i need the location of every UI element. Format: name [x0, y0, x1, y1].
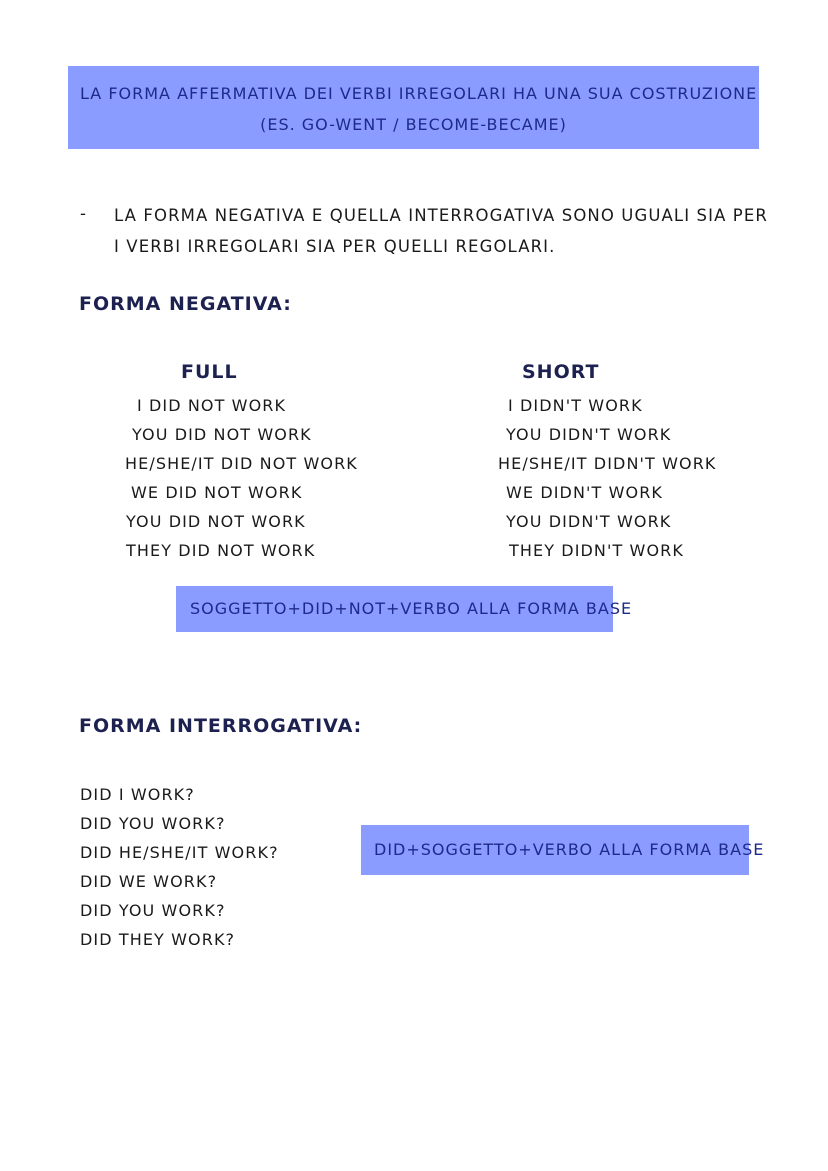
- question-row: DID YOU WORK?: [80, 901, 226, 920]
- full-row: HE/SHE/IT DID NOT WORK: [125, 454, 358, 473]
- short-row: YOU DIDN'T WORK: [506, 512, 672, 531]
- short-row: THEY DIDN'T WORK: [509, 541, 684, 560]
- intro-box: [68, 66, 759, 149]
- short-row: YOU DIDN'T WORK: [506, 425, 672, 444]
- negative-rule-box: SOGGETTO+DID+NOT+VERBO ALLA FORMA BASE: [176, 586, 613, 632]
- short-row: HE/SHE/IT DIDN'T WORK: [498, 454, 717, 473]
- interrogative-rule-box: DID+SOGGETTO+VERBO ALLA FORMA BASE: [361, 825, 749, 875]
- short-row: WE DIDN'T WORK: [506, 483, 664, 502]
- intro-line-2: (ES. GO-WENT / BECOME-BECAME): [260, 115, 567, 134]
- question-row: DID YOU WORK?: [80, 814, 226, 833]
- note-text: LA FORMA NEGATIVA E QUELLA INTERROGATIVA SONO UGUALI SIA PER I VERBI IRREGOLARI SIA PER QUELLI REGOLARI.: [114, 206, 768, 256]
- short-column-header: SHORT: [522, 361, 600, 383]
- full-row: THEY DID NOT WORK: [126, 541, 316, 560]
- full-row: YOU DID NOT WORK: [132, 425, 312, 444]
- full-row: WE DID NOT WORK: [131, 483, 303, 502]
- question-row: DID HE/SHE/IT WORK?: [80, 843, 279, 862]
- question-row: DID I WORK?: [80, 785, 195, 804]
- short-row: I DIDN'T WORK: [508, 396, 643, 415]
- question-row: DID WE WORK?: [80, 872, 218, 891]
- note-dash: -: [80, 204, 88, 223]
- question-row: DID THEY WORK?: [80, 930, 236, 949]
- negative-heading: FORMA NEGATIVA:: [79, 293, 292, 315]
- full-row: I DID NOT WORK: [137, 396, 287, 415]
- full-row: YOU DID NOT WORK: [126, 512, 306, 531]
- interrogative-heading: FORMA INTERROGATIVA:: [79, 715, 363, 737]
- note-paragraph: [80, 200, 780, 262]
- full-column-header: FULL: [181, 361, 238, 383]
- intro-line-1: LA FORMA AFFERMATIVA DEI VERBI IRREGOLARI HA UNA SUA COSTRUZIONE: [80, 84, 758, 103]
